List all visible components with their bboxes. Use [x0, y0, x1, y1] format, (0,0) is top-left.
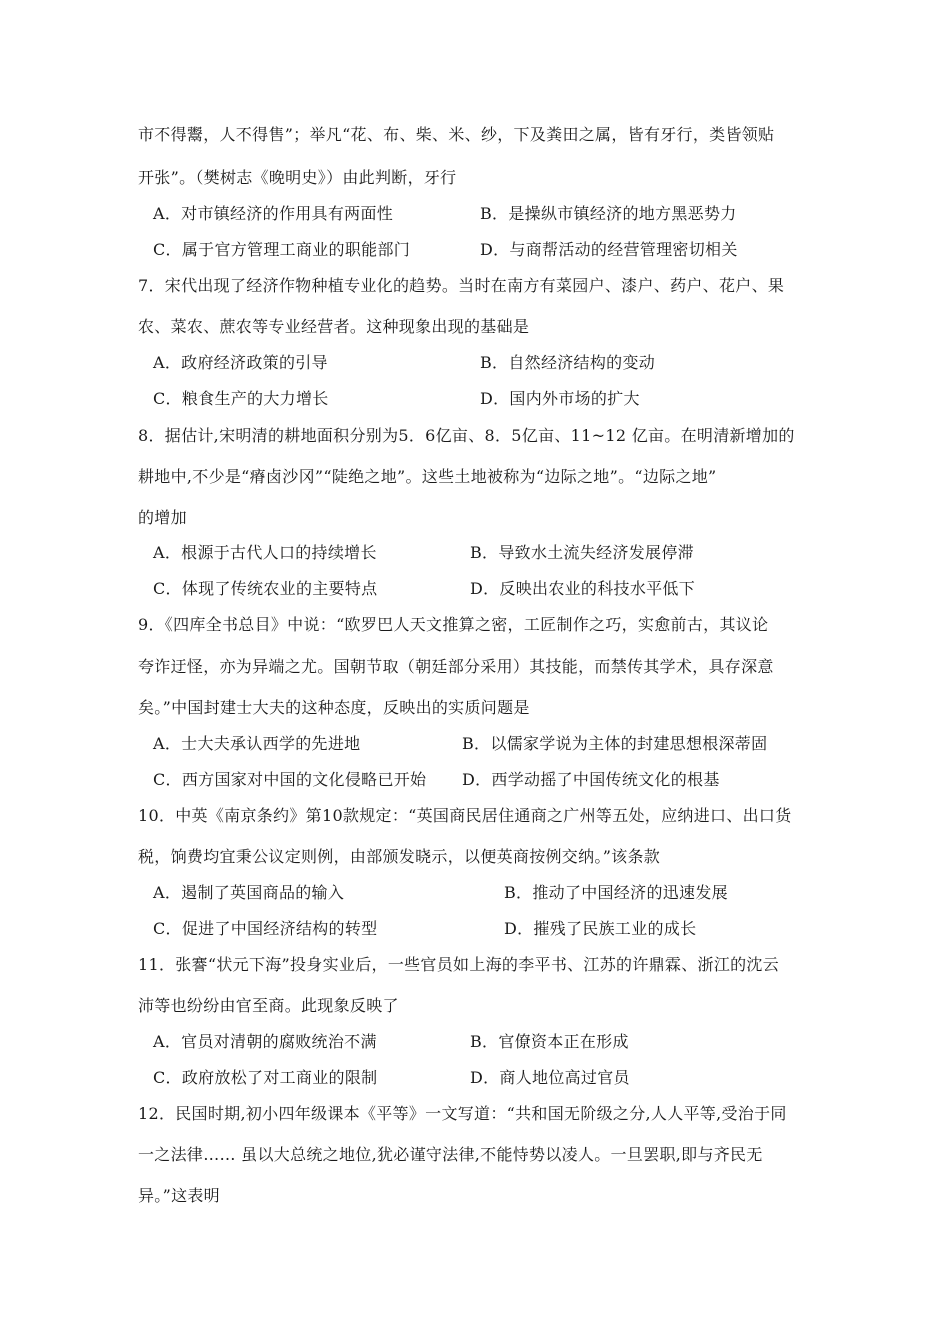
q7-option-d: D．国内外市场的扩大 [480, 389, 640, 408]
q6-option-c: C．属于官方管理工商业的职能部门 [153, 240, 411, 259]
q9-option-b: B．以儒家学说为主体的封建思想根深蒂固 [462, 734, 768, 753]
q6-option-b: B．是操纵市镇经济的地方黑恶势力 [480, 204, 737, 223]
q12-stem-line-2: 一之法律…… 虽以大总统之地位,犹必谨守法律,不能恃势以凌人。一旦罢职,即与齐民无 [138, 1145, 763, 1164]
q8-stem-line-2: 耕地中,不少是“瘠卤沙冈”“陡绝之地”。这些土地被称为“边际之地”。“边际之地” [138, 467, 717, 486]
q11-option-d: D．商人地位高过官员 [470, 1068, 630, 1087]
q8-stem-line-3: 的增加 [138, 508, 187, 527]
q9-stem-line-3: 矣。”中国封建士大夫的这种态度，反映出的实质问题是 [138, 698, 530, 717]
q6-stem-line-2: 开张”。（樊树志《晚明史》）由此判断，牙行 [138, 168, 457, 187]
q10-option-b: B．推动了中国经济的迅速发展 [504, 883, 728, 902]
q10-option-c: C．促进了中国经济结构的转型 [153, 919, 378, 938]
q7-stem-line-2: 农、菜农、蔗农等专业经营者。这种现象出现的基础是 [138, 317, 530, 336]
q11-option-a: A．官员对清朝的腐败统治不满 [153, 1032, 377, 1051]
q12-stem-line-3: 异。”这表明 [138, 1186, 220, 1205]
q6-option-d: D．与商帮活动的经营管理密切相关 [480, 240, 738, 259]
q9-option-d: D．西学动摇了中国传统文化的根基 [462, 770, 720, 789]
q8-option-c: C．体现了传统农业的主要特点 [153, 579, 378, 598]
q7-option-b: B．自然经济结构的变动 [480, 353, 656, 372]
q7-option-a: A．政府经济政策的引导 [153, 353, 328, 372]
q10-option-d: D．摧残了民族工业的成长 [504, 919, 697, 938]
q10-stem-line-2: 税，饷费均宜秉公议定则例，由部颁发晓示，以便英商按例交纳。”该条款 [138, 847, 661, 866]
q11-option-b: B．官僚资本正在形成 [470, 1032, 629, 1051]
q8-stem-line-1: 8．据估计,宋明清的耕地面积分别为5．6亿亩、8．5亿亩、11~12 亿亩。在明清新增加的 [138, 426, 795, 445]
q12-stem-line-1: 12．民国时期,初小四年级课本《平等》一文写道：“共和国无阶级之分,人人平等,受治于同 [138, 1104, 787, 1123]
q9-stem-line-1: 9．《四库全书总目》中说：“欧罗巴人天文推算之密，工匠制作之巧，实愈前古，其议论 [138, 615, 769, 634]
q6-option-a: A．对市镇经济的作用具有两面性 [153, 204, 394, 223]
q7-stem-line-1: 7．宋代出现了经济作物种植专业化的趋势。当时在南方有菜园户、漆户、药户、花户、果 [138, 276, 785, 295]
q7-option-c: C．粮食生产的大力增长 [153, 389, 329, 408]
q10-stem-line-1: 10．中英《南京条约》第10款规定：“英国商民居住通商之广州等五处，应纳进口、出口货 [138, 806, 792, 825]
q11-stem-line-1: 11．张謇“状元下海”投身实业后，一些官员如上海的李平书、江苏的许鼎霖、浙江的沈云 [138, 955, 780, 974]
q8-option-a: A．根源于古代人口的持续增长 [153, 543, 377, 562]
q9-option-a: A．士大夫承认西学的先进地 [153, 734, 361, 753]
q8-option-d: D．反映出农业的科技水平低下 [470, 579, 696, 598]
q6-stem-line-1: 市不得鬻，人不得售”；举凡“花、布、柴、米、纱，下及粪田之属，皆有牙行，类皆领贴 [138, 125, 775, 144]
q9-stem-line-2: 夸诈迂怪，亦为异端之尤。国朝节取（朝廷部分采用）其技能，而禁传其学术，具存深意 [138, 657, 774, 676]
q11-option-c: C．政府放松了对工商业的限制 [153, 1068, 378, 1087]
q8-option-b: B．导致水土流失经济发展停滞 [470, 543, 694, 562]
q9-option-c: C．西方国家对中国的文化侵略已开始 [153, 770, 427, 789]
q10-option-a: A．遏制了英国商品的输入 [153, 883, 345, 902]
q11-stem-line-2: 沛等也纷纷由官至商。此现象反映了 [138, 996, 399, 1015]
